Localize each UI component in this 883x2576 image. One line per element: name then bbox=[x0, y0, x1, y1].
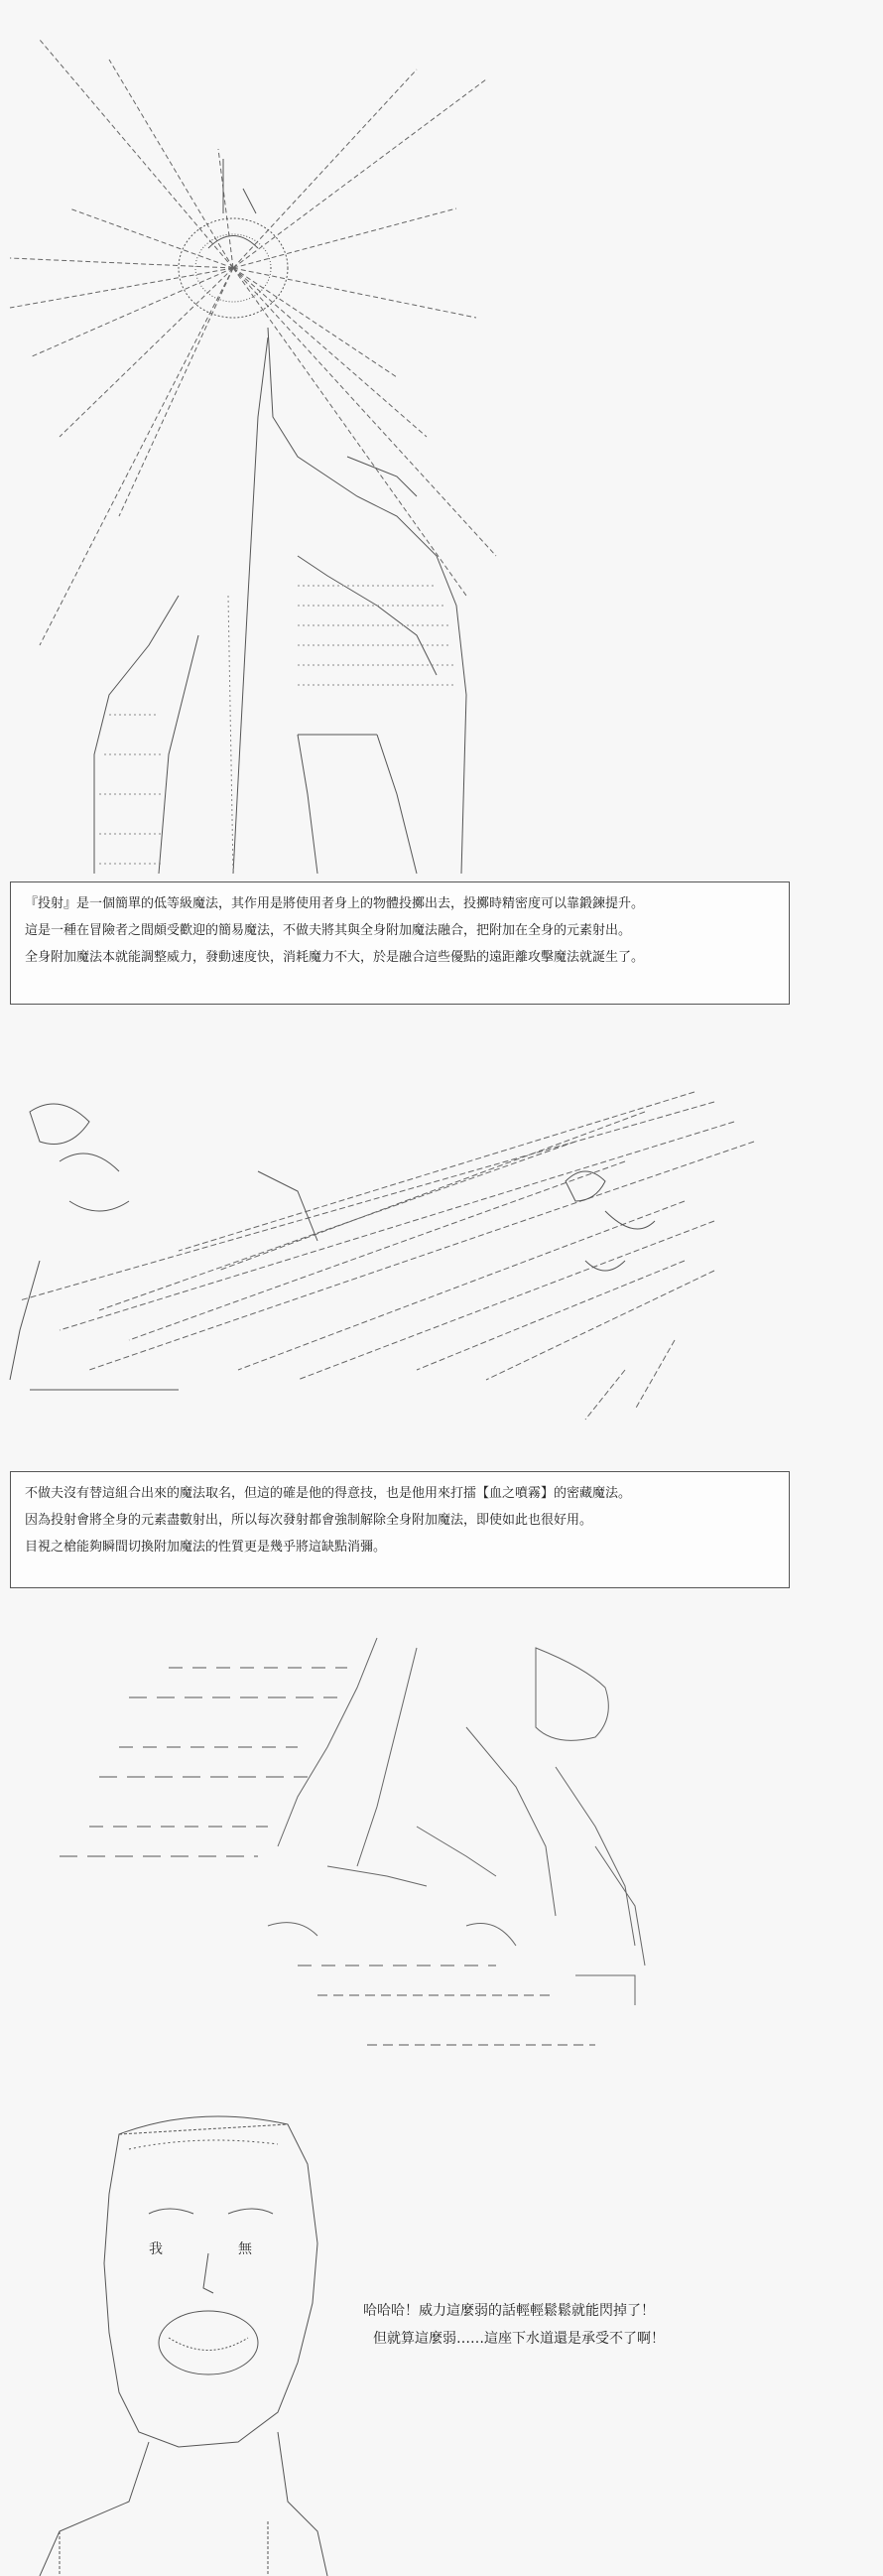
caption-line: 不做夫沒有替這組合出來的魔法取名，但這的確是他的得意技，也是他用來打擂【血之噴霧】的密藏魔法。 bbox=[25, 1486, 632, 1501]
dodge-speed-lines-art bbox=[0, 1628, 883, 2085]
caption-line: 目視之槍能夠瞬間切換附加魔法的性質更是幾乎將這缺點消彌。 bbox=[25, 1540, 387, 1555]
panel-3-art bbox=[0, 1628, 883, 2085]
caption-box-2 bbox=[10, 1471, 790, 1588]
panel-1-art bbox=[0, 0, 883, 1013]
speech-line-2: 但就算這麼弱……這座下水道還是承受不了啊！ bbox=[373, 2331, 665, 2347]
caption-line: 全身附加魔法本就能調整威力，發動速度快，消耗魔力不大，於是融合這些優點的遠距離攻擊魔法就誕生了。 bbox=[25, 950, 645, 965]
light-burst-figure-art bbox=[0, 0, 883, 1013]
panel-2-art bbox=[0, 1082, 883, 1469]
face-label-left: 我 bbox=[149, 2241, 163, 2257]
projectile-streak-art bbox=[0, 1082, 883, 1469]
caption-line: 這是一種在冒險者之間頗受歡迎的簡易魔法，不做夫將其與全身附加魔法融合，把附加在全身的元素射出。 bbox=[25, 923, 632, 938]
face-label-right: 無 bbox=[238, 2241, 252, 2257]
caption-line: 『投射』是一個簡單的低等級魔法，其作用是將使用者身上的物體投擲出去，投擲時精密度可以靠鍛鍊提升。 bbox=[25, 896, 645, 911]
speech-line-1: 哈哈哈！威力這麼弱的話輕輕鬆鬆就能閃掉了！ bbox=[363, 2303, 655, 2319]
caption-line: 因為投射會將全身的元素盡數射出，所以每次發射都會強制解除全身附加魔法，即使如此也很好用。 bbox=[25, 1513, 593, 1528]
caption-box-1 bbox=[10, 881, 790, 1005]
